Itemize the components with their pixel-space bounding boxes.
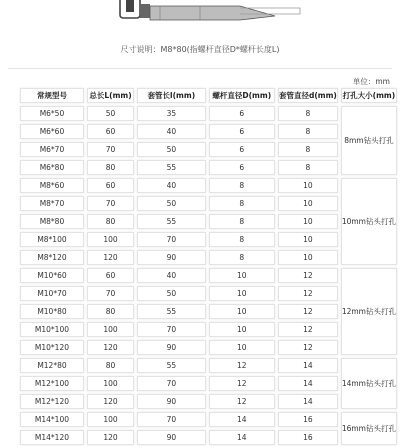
bolt-diameter-cell: 6 xyxy=(209,160,275,175)
model-cell: M6*70 xyxy=(20,142,84,157)
sleeve-diameter-cell: 14 xyxy=(278,358,338,373)
model-cell: M8*70 xyxy=(20,196,84,211)
section-divider xyxy=(8,68,392,69)
table-row xyxy=(20,358,397,373)
sleeve-length-cell: 90 xyxy=(137,394,206,409)
drill-size-cell: 12mm钻头打孔 xyxy=(341,268,397,355)
sleeve-length-cell: 90 xyxy=(137,250,206,265)
sleeve-diameter-cell: 14 xyxy=(278,394,338,409)
total-length-cell: 50 xyxy=(87,106,134,121)
model-header: 常规型号 xyxy=(20,88,84,103)
drill-size-cell: 14mm钻头打孔 xyxy=(341,358,397,409)
model-cell: M10*120 xyxy=(20,340,84,355)
sleeve-diameter-cell: 12 xyxy=(278,268,338,283)
bolt-diameter-cell: 10 xyxy=(209,304,275,319)
bolt-diameter-cell: 6 xyxy=(209,124,275,139)
model-cell: M10*70 xyxy=(20,286,84,301)
sleeve-length-cell: 55 xyxy=(137,214,206,229)
total-length-cell: 120 xyxy=(87,394,134,409)
bolt-diameter-header: 螺杆直径D(mm) xyxy=(209,88,275,103)
model-cell: M12*100 xyxy=(20,376,84,391)
sleeve-diameter-cell: 8 xyxy=(278,160,338,175)
sleeve-length-cell: 40 xyxy=(137,178,206,193)
sleeve-diameter-cell: 8 xyxy=(278,124,338,139)
expansion-bolt-illustration xyxy=(0,0,400,36)
total-length-cell: 80 xyxy=(87,214,134,229)
model-cell: M6*50 xyxy=(20,106,84,121)
bolt-diameter-cell: 8 xyxy=(209,196,275,211)
drill-size-cell: 10mm钻头打孔 xyxy=(341,178,397,265)
table-row xyxy=(20,106,397,121)
sleeve-length-header: 套管长l(mm) xyxy=(137,88,206,103)
total-length-cell: 70 xyxy=(87,196,134,211)
total-length-cell: 70 xyxy=(87,142,134,157)
sleeve-diameter-cell: 16 xyxy=(278,430,338,445)
sleeve-diameter-cell: 10 xyxy=(278,232,338,247)
model-cell: M10*80 xyxy=(20,304,84,319)
table-row xyxy=(20,178,397,193)
total-length-cell: 100 xyxy=(87,376,134,391)
model-cell: M8*60 xyxy=(20,178,84,193)
sleeve-length-cell: 50 xyxy=(137,142,206,157)
bolt-diameter-cell: 8 xyxy=(209,178,275,193)
bolt-diameter-cell: 8 xyxy=(209,250,275,265)
drill-size-cell: 8mm钻头打孔 xyxy=(341,106,397,175)
total-length-header: 总长L(mm) xyxy=(87,88,134,103)
sleeve-diameter-cell: 12 xyxy=(278,286,338,301)
total-length-cell: 120 xyxy=(87,340,134,355)
total-length-cell: 70 xyxy=(87,286,134,301)
unit-label: 单位：mm xyxy=(352,77,390,86)
sleeve-length-cell: 70 xyxy=(137,412,206,427)
model-cell: M10*60 xyxy=(20,268,84,283)
sleeve-diameter-cell: 12 xyxy=(278,340,338,355)
bolt-diameter-cell: 14 xyxy=(209,412,275,427)
bolt-diameter-cell: 6 xyxy=(209,106,275,121)
sleeve-length-cell: 55 xyxy=(137,304,206,319)
table-header-row xyxy=(20,88,397,103)
sleeve-diameter-cell: 10 xyxy=(278,196,338,211)
total-length-cell: 100 xyxy=(87,322,134,337)
total-length-cell: 80 xyxy=(87,160,134,175)
sleeve-diameter-cell: 8 xyxy=(278,106,338,121)
bolt-diameter-cell: 10 xyxy=(209,286,275,301)
model-cell: M14*120 xyxy=(20,430,84,445)
drill-size-header: 打孔大小(mm) xyxy=(341,88,397,103)
sleeve-length-cell: 55 xyxy=(137,160,206,175)
bolt-diameter-cell: 12 xyxy=(209,394,275,409)
model-cell: M8*100 xyxy=(20,232,84,247)
model-cell: M8*80 xyxy=(20,214,84,229)
total-length-cell: 100 xyxy=(87,232,134,247)
sleeve-length-cell: 70 xyxy=(137,232,206,247)
bolt-diameter-cell: 6 xyxy=(209,142,275,157)
sleeve-length-cell: 50 xyxy=(137,196,206,211)
total-length-cell: 60 xyxy=(87,178,134,193)
bolt-diameter-cell: 8 xyxy=(209,232,275,247)
total-length-cell: 80 xyxy=(87,358,134,373)
model-cell: M10*100 xyxy=(20,322,84,337)
product-image-strip xyxy=(0,0,400,36)
total-length-cell: 120 xyxy=(87,250,134,265)
model-cell: M14*100 xyxy=(20,412,84,427)
bolt-diameter-cell: 10 xyxy=(209,268,275,283)
bolt-diameter-cell: 12 xyxy=(209,376,275,391)
sleeve-diameter-cell: 10 xyxy=(278,250,338,265)
model-cell: M12*80 xyxy=(20,358,84,373)
sleeve-diameter-cell: 10 xyxy=(278,214,338,229)
sleeve-diameter-cell: 14 xyxy=(278,376,338,391)
sleeve-diameter-cell: 12 xyxy=(278,322,338,337)
sleeve-diameter-cell: 8 xyxy=(278,142,338,157)
total-length-cell: 60 xyxy=(87,124,134,139)
bolt-diameter-cell: 10 xyxy=(209,322,275,337)
sleeve-length-cell: 70 xyxy=(137,376,206,391)
bolt-diameter-cell: 8 xyxy=(209,214,275,229)
sleeve-diameter-header: 套管直径d(mm) xyxy=(278,88,338,103)
sleeve-length-cell: 35 xyxy=(137,106,206,121)
model-cell: M6*80 xyxy=(20,160,84,175)
model-cell: M6*60 xyxy=(20,124,84,139)
sleeve-length-cell: 90 xyxy=(137,340,206,355)
total-length-cell: 120 xyxy=(87,430,134,445)
model-cell: M8*120 xyxy=(20,250,84,265)
spec-table xyxy=(17,85,400,448)
sleeve-length-cell: 90 xyxy=(137,430,206,445)
drill-size-cell: 16mm钻头打孔 xyxy=(341,412,397,445)
sleeve-length-cell: 40 xyxy=(137,124,206,139)
total-length-cell: 100 xyxy=(87,412,134,427)
total-length-cell: 80 xyxy=(87,304,134,319)
model-cell: M12*120 xyxy=(20,394,84,409)
table-row xyxy=(20,412,397,427)
bolt-diameter-cell: 10 xyxy=(209,340,275,355)
bolt-diameter-cell: 14 xyxy=(209,430,275,445)
sleeve-diameter-cell: 16 xyxy=(278,412,338,427)
sleeve-length-cell: 70 xyxy=(137,322,206,337)
sleeve-diameter-cell: 10 xyxy=(278,178,338,193)
sleeve-length-cell: 40 xyxy=(137,268,206,283)
dimension-caption: 尺寸说明：M8*80(指螺杆直径D*螺杆长度L) xyxy=(120,45,280,54)
total-length-cell: 60 xyxy=(87,268,134,283)
bolt-diameter-cell: 12 xyxy=(209,358,275,373)
sleeve-length-cell: 50 xyxy=(137,286,206,301)
sleeve-length-cell: 55 xyxy=(137,358,206,373)
table-row xyxy=(20,268,397,283)
sleeve-diameter-cell: 12 xyxy=(278,304,338,319)
